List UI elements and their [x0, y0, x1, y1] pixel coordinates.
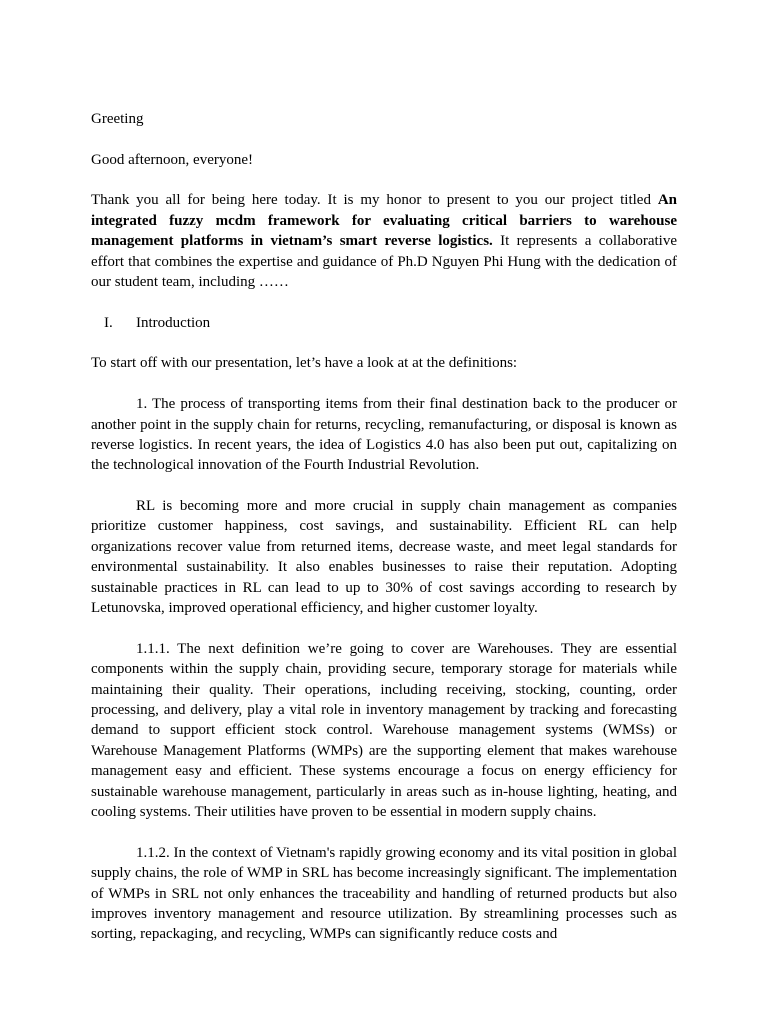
thanks-text-before: Thank you all for being here today. It is my honor to present to you our project titled — [91, 192, 658, 209]
greeting-heading: Greeting — [91, 111, 144, 127]
paragraph-wmp-vietnam: 1.1.2. In the context of Vietnam's rapidly growing economy and its vital position in global supply chains, the role of WMP in SRL has become increasingly significant. The implementation of WMPs in SRL not only enhances the traceability and handling of returned products but also improves inventory management and resource utilization. By streamlining processes such as sorting, repackaging, and recycling, WMPs can significantly reduce costs and — [91, 844, 677, 943]
paragraph-rl-importance: RL is becoming more and more crucial in supply chain management as companies prioritize customer happiness, cost savings, and sustainability. Efficient RL can help organizations recover value from returned items, decrease waste, and meet legal standards for environmental sustainability. It also enables businesses to raise their reputation. Adopting sustainable practices in RL can lead to up to 30% of cost savings according to research by Letunovska, improved operational efficiency, and higher customer loyalty. — [91, 498, 677, 617]
section-number: I. — [104, 314, 113, 331]
project-title: An integrated fuzzy mcdm framework for evaluating critical barriers to warehouse management platforms in vietnam’s smart reverse logistics. — [91, 192, 677, 250]
thanks-paragraph — [91, 190, 677, 292]
thanks-text-after: It represents a collaborative effort that combines the expertise and guidance of Ph.D Nguyen Phi Hung with the dedication of our student team, including …… — [91, 233, 677, 291]
document-page — [91, 109, 677, 965]
section-title: Introduction — [136, 314, 211, 331]
section-heading-introduction — [91, 313, 677, 333]
intro-line: To start off with our presentation, let’s have a look at at the definitions: — [91, 355, 518, 372]
salutation: Good afternoon, everyone! — [91, 151, 254, 168]
paragraph-warehouses-definition: 1.1.1. The next definition we’re going to cover are Warehouses. They are essential components within the supply chain, providing secure, temporary storage for materials while maintaining their quality. Their operations, including receiving, stocking, counting, order processing, and delivery, play a vital role in inventory management by tracking and forecasting demand to support efficient stock control. Warehouse management systems (WMSs) or Warehouse Management Platforms (WMPs) are the supporting element that makes warehouse management easy and efficient. These systems encourage a focus on energy efficiency for sustainable warehouse management, particularly in areas such as in-house lighting, heating, and cooling systems. Their utilities have proven to be essential in modern supply chains. — [91, 640, 677, 821]
paragraph-reverse-logistics-definition: 1. The process of transporting items from their final destination back to the producer or another point in the supply chain for returns, recycling, remanufacturing, or disposal is known as reverse logistics. In recent years, the idea of Logistics 4.0 has also been put out, capitalizing on the technological innovation of the Fourth Industrial Revolution. — [91, 396, 677, 474]
